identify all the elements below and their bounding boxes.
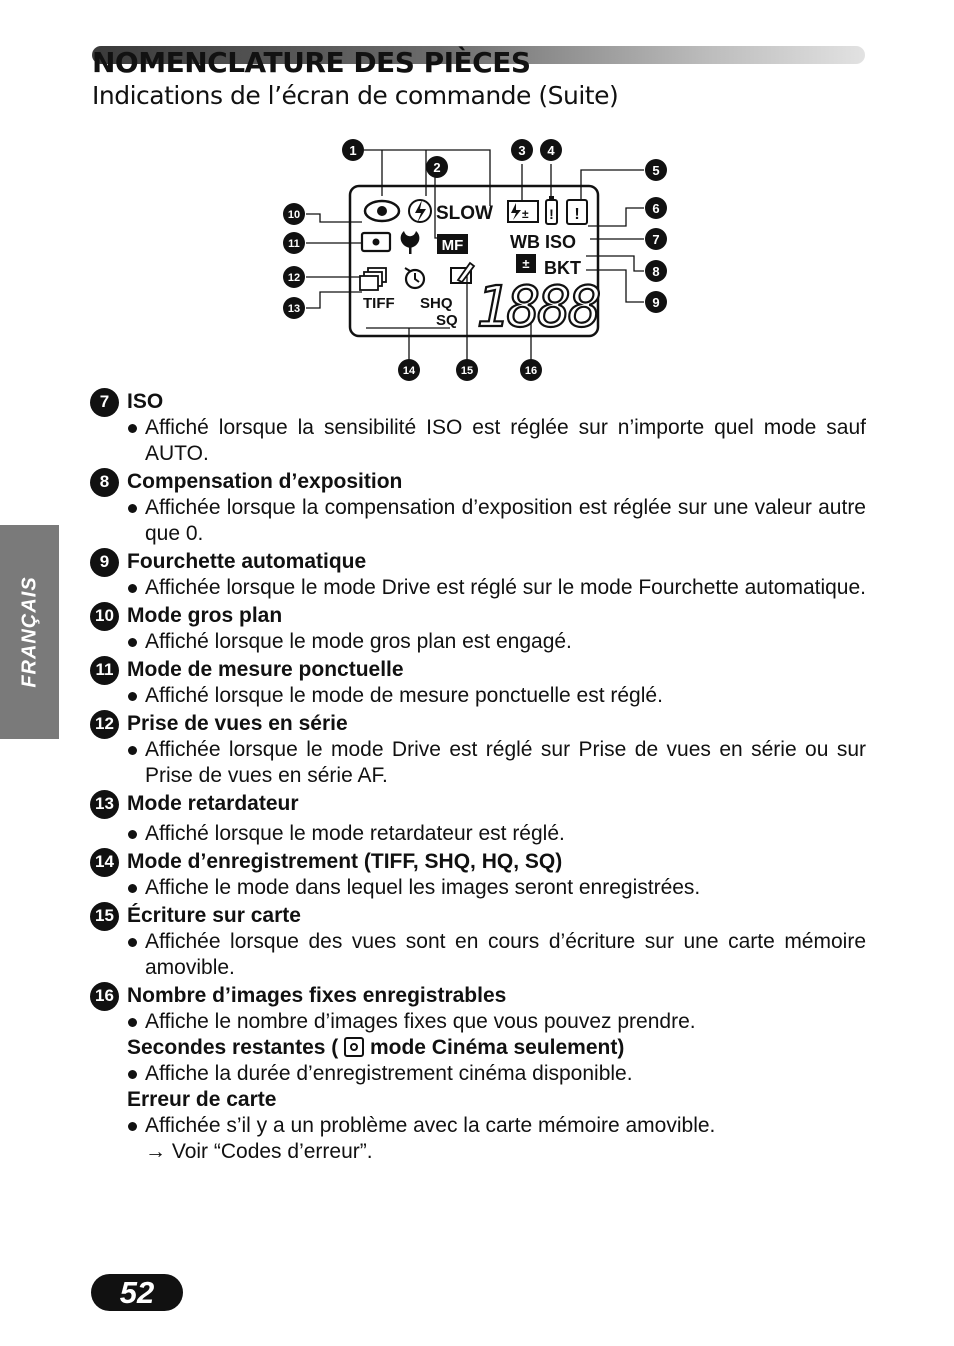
item-title: Prise de vues en série xyxy=(127,712,348,735)
item-bullet: Affiché lorsque le mode gros plan est engagé. xyxy=(90,629,866,655)
item-heading xyxy=(90,711,866,737)
item-number-badge: 12 xyxy=(90,710,119,739)
item-heading xyxy=(90,389,866,415)
item-bullet: Affichée lorsque le mode Drive est réglé sur le mode Fourchette automatique. xyxy=(90,575,866,601)
callout-markers xyxy=(283,139,667,381)
lcd-diagram xyxy=(270,130,690,390)
flash-intensity-icon xyxy=(508,201,538,222)
item-title: ISO xyxy=(127,390,164,413)
seconds-remaining-heading: Secondes restantes ( mode Cinéma seulement) xyxy=(127,1036,625,1059)
item-title: Mode retardateur xyxy=(127,792,299,815)
svg-text:11: 11 xyxy=(288,238,300,250)
item-number-badge: 7 xyxy=(90,388,119,417)
svg-text:15: 15 xyxy=(460,365,474,377)
item-title: Fourchette automatique xyxy=(127,550,367,573)
item-title: Écriture sur carte xyxy=(127,904,301,927)
card-write-icon xyxy=(451,263,474,283)
item-bullet: Affiché lorsque la sensibilité ISO est réglée sur n’importe quel mode sauf AUTO. xyxy=(90,415,866,467)
red-eye-icon xyxy=(365,201,399,221)
manual-focus-indicator xyxy=(437,234,468,254)
svg-text:±: ± xyxy=(522,256,530,271)
item-number-badge: 10 xyxy=(90,602,119,631)
svg-text:!: ! xyxy=(549,206,554,222)
svg-text:2: 2 xyxy=(433,160,441,175)
page-title: NOMENCLATURE DES PIÈCES xyxy=(92,46,531,79)
item-bullet: Affichée lorsque la compensation d’exposition est réglée sur une valeur autre que 0. xyxy=(90,495,866,547)
flash-off-icon xyxy=(409,200,431,223)
item-bullet: Affiché lorsque le mode retardateur est réglé. xyxy=(90,821,866,847)
see-reference xyxy=(90,1139,866,1165)
item-heading xyxy=(90,791,866,817)
spot-metering-icon xyxy=(362,233,390,251)
item-heading xyxy=(90,469,866,495)
svg-text:±: ± xyxy=(522,207,529,221)
item-heading xyxy=(90,549,866,575)
item-number-badge: 14 xyxy=(90,848,119,877)
svg-text:4: 4 xyxy=(547,143,555,158)
card-error-bullet: Affichée s’il y a un problème avec la carte mémoire amovible. xyxy=(90,1113,866,1139)
item-number-badge: 13 xyxy=(90,790,119,819)
item-heading xyxy=(90,849,866,875)
svg-text:5: 5 xyxy=(652,163,660,178)
sequential-shooting-icon xyxy=(360,268,386,290)
slow-sync-indicator: SLOW xyxy=(436,203,493,224)
item-number-badge: 8 xyxy=(90,468,119,497)
svg-text:!: ! xyxy=(574,206,580,223)
macro-icon xyxy=(401,231,420,254)
battery-icon xyxy=(546,196,557,224)
item-number-badge: 11 xyxy=(90,656,119,685)
svg-text:14: 14 xyxy=(402,365,416,377)
svg-text:10: 10 xyxy=(287,209,301,221)
frame-counter: 1888 xyxy=(476,275,599,340)
item-heading xyxy=(90,657,866,683)
item-bullet: Affichée lorsque des vues sont en cours d’écriture sur une carte mémoire amovible. xyxy=(90,929,866,981)
item-title: Mode gros plan xyxy=(127,604,283,627)
item-number-badge: 9 xyxy=(90,548,119,577)
arrow-icon: → xyxy=(145,1140,166,1163)
item-list xyxy=(90,387,866,1165)
item-title: Compensation d’exposition xyxy=(127,470,403,493)
item-bullet: Affiché lorsque le mode de mesure ponctuelle est réglé. xyxy=(90,683,866,709)
item-heading xyxy=(90,983,866,1009)
svg-text:3: 3 xyxy=(518,143,526,158)
self-timer-icon xyxy=(405,268,424,288)
item-bullet: Affiche le mode dans lequel les images seront enregistrées. xyxy=(90,875,866,901)
svg-text:MF: MF xyxy=(441,237,464,254)
svg-text:6: 6 xyxy=(652,201,660,216)
wb-iso-indicator: WB ISO xyxy=(510,232,576,252)
item-title: Nombre d’images fixes enregistrables xyxy=(127,984,507,1007)
svg-text:8: 8 xyxy=(652,264,660,279)
svg-text:7: 7 xyxy=(652,232,660,247)
language-label: FRANÇAIS xyxy=(18,576,40,688)
warning-icon xyxy=(567,200,587,224)
sq-indicator: SQ xyxy=(436,312,458,329)
bracketing-indicator: BKT xyxy=(544,258,581,278)
movie-mode-icon xyxy=(344,1037,364,1057)
see-reference-text: Voir “Codes d’erreur”. xyxy=(171,1140,373,1163)
item-heading xyxy=(90,903,866,929)
exposure-compensation-icon xyxy=(516,254,536,273)
item-bullet: Affiche le nombre d’images fixes que vous pouvez prendre. xyxy=(90,1009,866,1035)
svg-text:12: 12 xyxy=(287,272,301,284)
tiff-indicator: TIFF xyxy=(363,295,395,312)
svg-text:13: 13 xyxy=(287,303,301,315)
item-bullet: Affichée lorsque le mode Drive est réglé sur Prise de vues en série ou sur Prise de vues en série AF. xyxy=(90,737,866,789)
page-number: 52 xyxy=(91,1274,183,1311)
svg-text:1: 1 xyxy=(349,143,357,158)
language-side-tab xyxy=(0,525,59,739)
item-number-badge: 15 xyxy=(90,902,119,931)
item-title: Mode d’enregistrement (TIFF, SHQ, HQ, SQ) xyxy=(127,850,563,873)
seconds-remaining-bullet: Affiche la durée d’enregistrement cinéma disponible. xyxy=(90,1061,866,1087)
page-subtitle: Indications de l’écran de commande (Suite) xyxy=(92,81,619,110)
item-number-badge: 16 xyxy=(90,982,119,1011)
card-error-heading: Erreur de carte xyxy=(127,1088,277,1111)
shq-indicator: SHQ xyxy=(420,295,453,312)
svg-text:9: 9 xyxy=(652,295,660,310)
svg-text:16: 16 xyxy=(524,365,538,377)
item-title: Mode de mesure ponctuelle xyxy=(127,658,404,681)
item-heading xyxy=(90,603,866,629)
